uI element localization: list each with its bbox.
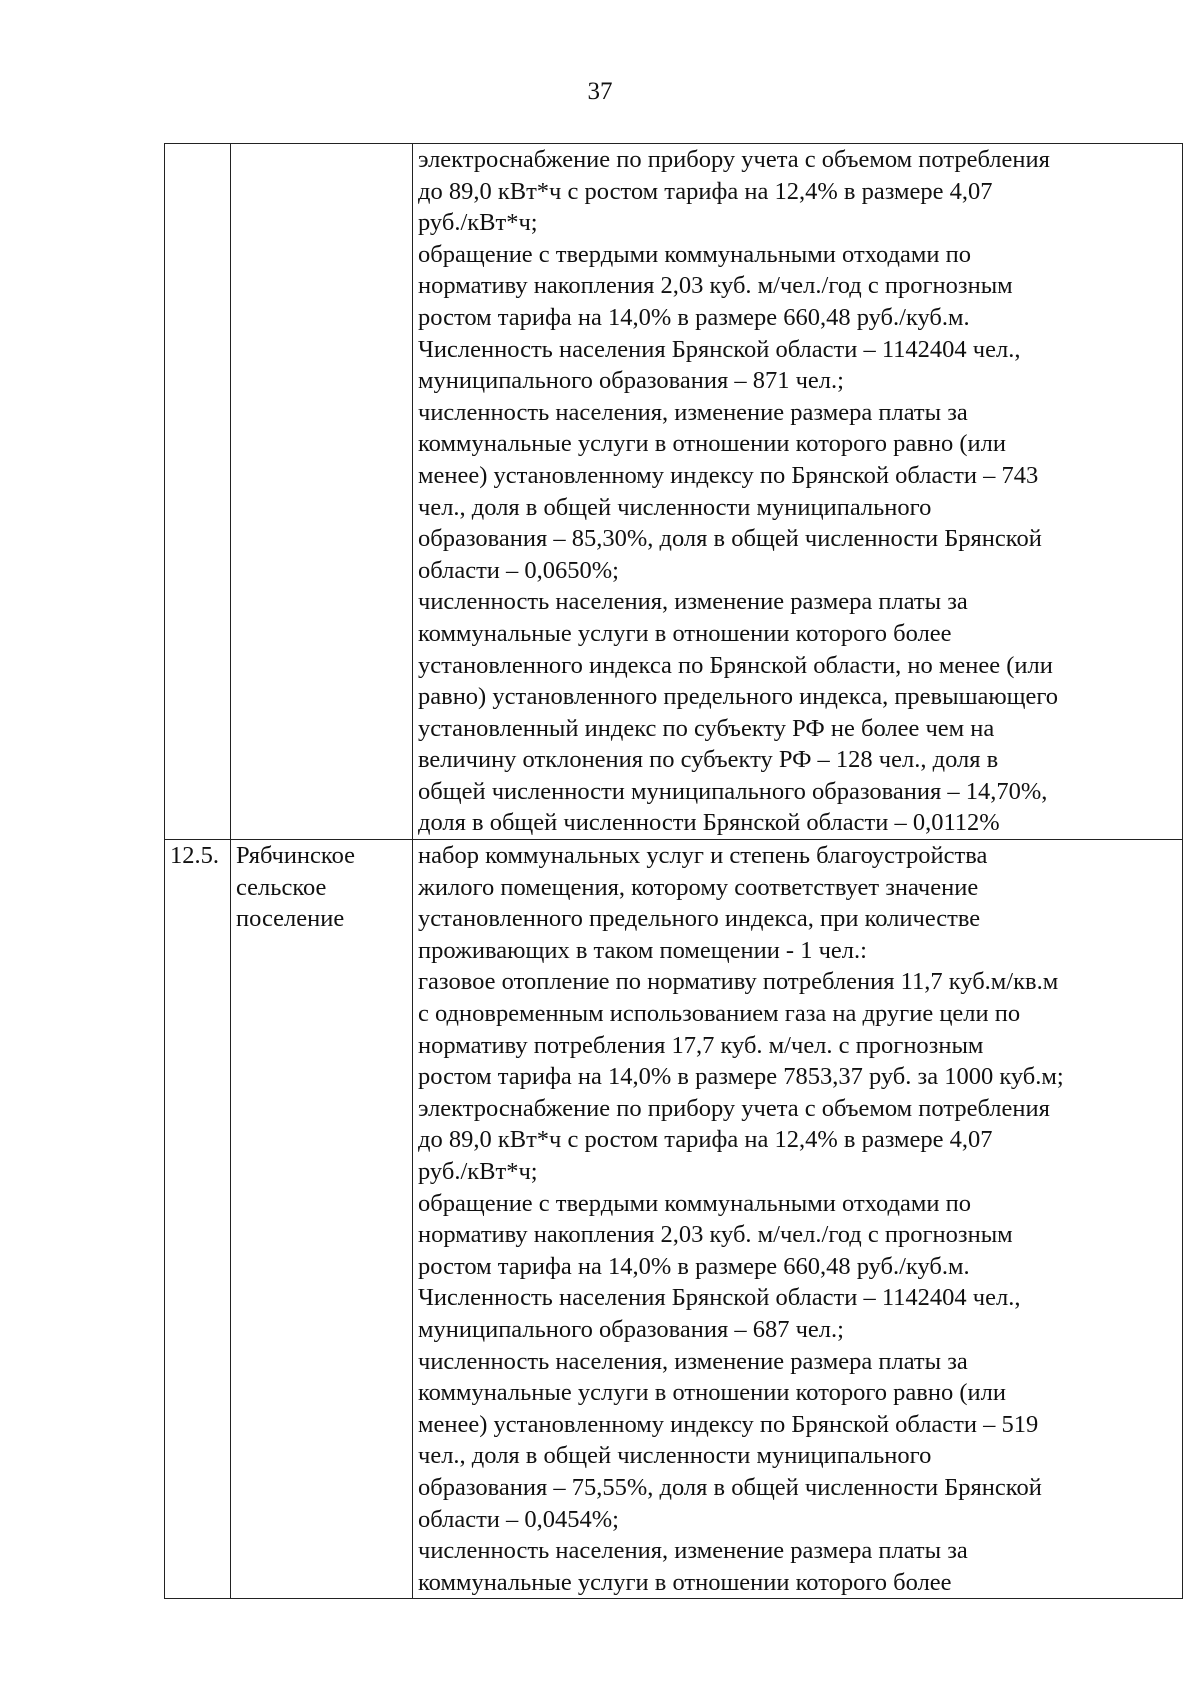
description-line: нормативу накопления 2,03 куб. м/чел./год с прогнозным <box>418 1221 1013 1249</box>
description-line: Численность населения Брянской области – 1142404 чел., <box>418 335 1021 363</box>
description-line: равно) установленного предельного индекса, превышающего <box>418 683 1059 711</box>
table-row <box>165 144 1183 840</box>
description-line: чел., доля в общей численности муниципального <box>418 493 932 521</box>
description-line: жилого помещения, которому соответствует значение <box>418 873 979 901</box>
description-line: коммунальные услуги в отношении которого более <box>418 1568 952 1596</box>
description-line: величину отклонения по субъекту РФ – 128 чел., доля в <box>418 746 999 774</box>
description-line: области – 0,0454%; <box>418 1505 619 1533</box>
description-line: набор коммунальных услуг и степень благоустройства <box>418 842 988 870</box>
municipality-name-cell <box>231 144 413 840</box>
description-line: установленного предельного индекса, при количестве <box>418 905 981 933</box>
description-cell <box>413 144 1183 840</box>
description-line: ростом тарифа на 14,0% в размере 660,48 руб./куб.м. <box>418 1252 970 1280</box>
description-line: электроснабжение по прибору учета с объемом потребления <box>418 146 1050 173</box>
municipality-name-line: сельское <box>236 873 327 901</box>
page-number: 37 <box>587 78 613 105</box>
description-line: численность населения, изменение размера платы за <box>418 398 968 426</box>
description-line: с одновременным использованием газа на другие цели по <box>418 1000 1021 1028</box>
description-line: Численность населения Брянской области – 1142404 чел., <box>418 1284 1021 1312</box>
description-line: до 89,0 кВт*ч с ростом тарифа на 12,4% в размере 4,07 <box>418 177 993 205</box>
description-line: установленного индекса по Брянской области, но менее (или <box>418 651 1053 679</box>
row-number-cell: 12.5. <box>165 840 231 1599</box>
municipality-name-cell <box>231 840 413 1599</box>
description-line: коммунальные услуги в отношении которого равно (или <box>418 1379 1006 1407</box>
table-body <box>165 144 1183 1599</box>
description-line: ростом тарифа на 14,0% в размере 660,48 руб./куб.м. <box>418 303 970 331</box>
document-table <box>164 143 1183 1599</box>
municipality-name-line: поселение <box>236 905 345 933</box>
description-line: образования – 85,30%, доля в общей численности Брянской <box>418 525 1042 553</box>
description-line: руб./кВт*ч; <box>418 209 538 237</box>
description-line: менее) установленному индексу по Брянской области – 743 <box>418 461 1039 489</box>
row-number-cell <box>165 144 231 840</box>
description-line: газовое отопление по нормативу потребления 11,7 куб.м/кв.м <box>418 968 1059 996</box>
description-line: нормативу накопления 2,03 куб. м/чел./год с прогнозным <box>418 272 1013 300</box>
description-line: руб./кВт*ч; <box>418 1158 538 1185</box>
description-line: обращение с твердыми коммунальными отходами по <box>418 1189 971 1217</box>
description-line: установленный индекс по субъекту РФ не более чем на <box>418 714 995 742</box>
description-line: проживающих в таком помещении - 1 чел.: <box>418 936 867 964</box>
description-line: численность населения, изменение размера платы за <box>418 588 968 616</box>
description-line: общей численности муниципального образования – 14,70%, <box>418 777 1048 805</box>
description-line: доля в общей численности Брянской области – 0,0112% <box>418 809 1000 837</box>
municipality-name-line: Рябчинское <box>236 842 355 870</box>
description-line: коммунальные услуги в отношении которого равно (или <box>418 430 1006 458</box>
description-line: чел., доля в общей численности муниципального <box>418 1442 932 1470</box>
description-cell <box>413 840 1183 1599</box>
description-line: муниципального образования – 687 чел.; <box>418 1315 844 1343</box>
description-line: нормативу потребления 17,7 куб. м/чел. с прогнозным <box>418 1031 984 1059</box>
description-line: ростом тарифа на 14,0% в размере 7853,37 руб. за 1000 куб.м; <box>418 1063 1064 1091</box>
description-line: численность населения, изменение размера платы за <box>418 1537 968 1565</box>
description-line: обращение с твердыми коммунальными отходами по <box>418 240 971 268</box>
description-line: муниципального образования – 871 чел.; <box>418 367 844 395</box>
description-line: образования – 75,55%, доля в общей численности Брянской <box>418 1473 1042 1501</box>
description-line: численность населения, изменение размера платы за <box>418 1347 968 1375</box>
description-line: электроснабжение по прибору учета с объемом потребления <box>418 1094 1050 1122</box>
description-line: менее) установленному индексу по Брянской области – 519 <box>418 1410 1039 1438</box>
description-line: до 89,0 кВт*ч с ростом тарифа на 12,4% в размере 4,07 <box>418 1126 993 1154</box>
table-row <box>165 840 1183 1599</box>
description-line: области – 0,0650%; <box>418 556 619 584</box>
description-line: коммунальные услуги в отношении которого более <box>418 619 952 647</box>
